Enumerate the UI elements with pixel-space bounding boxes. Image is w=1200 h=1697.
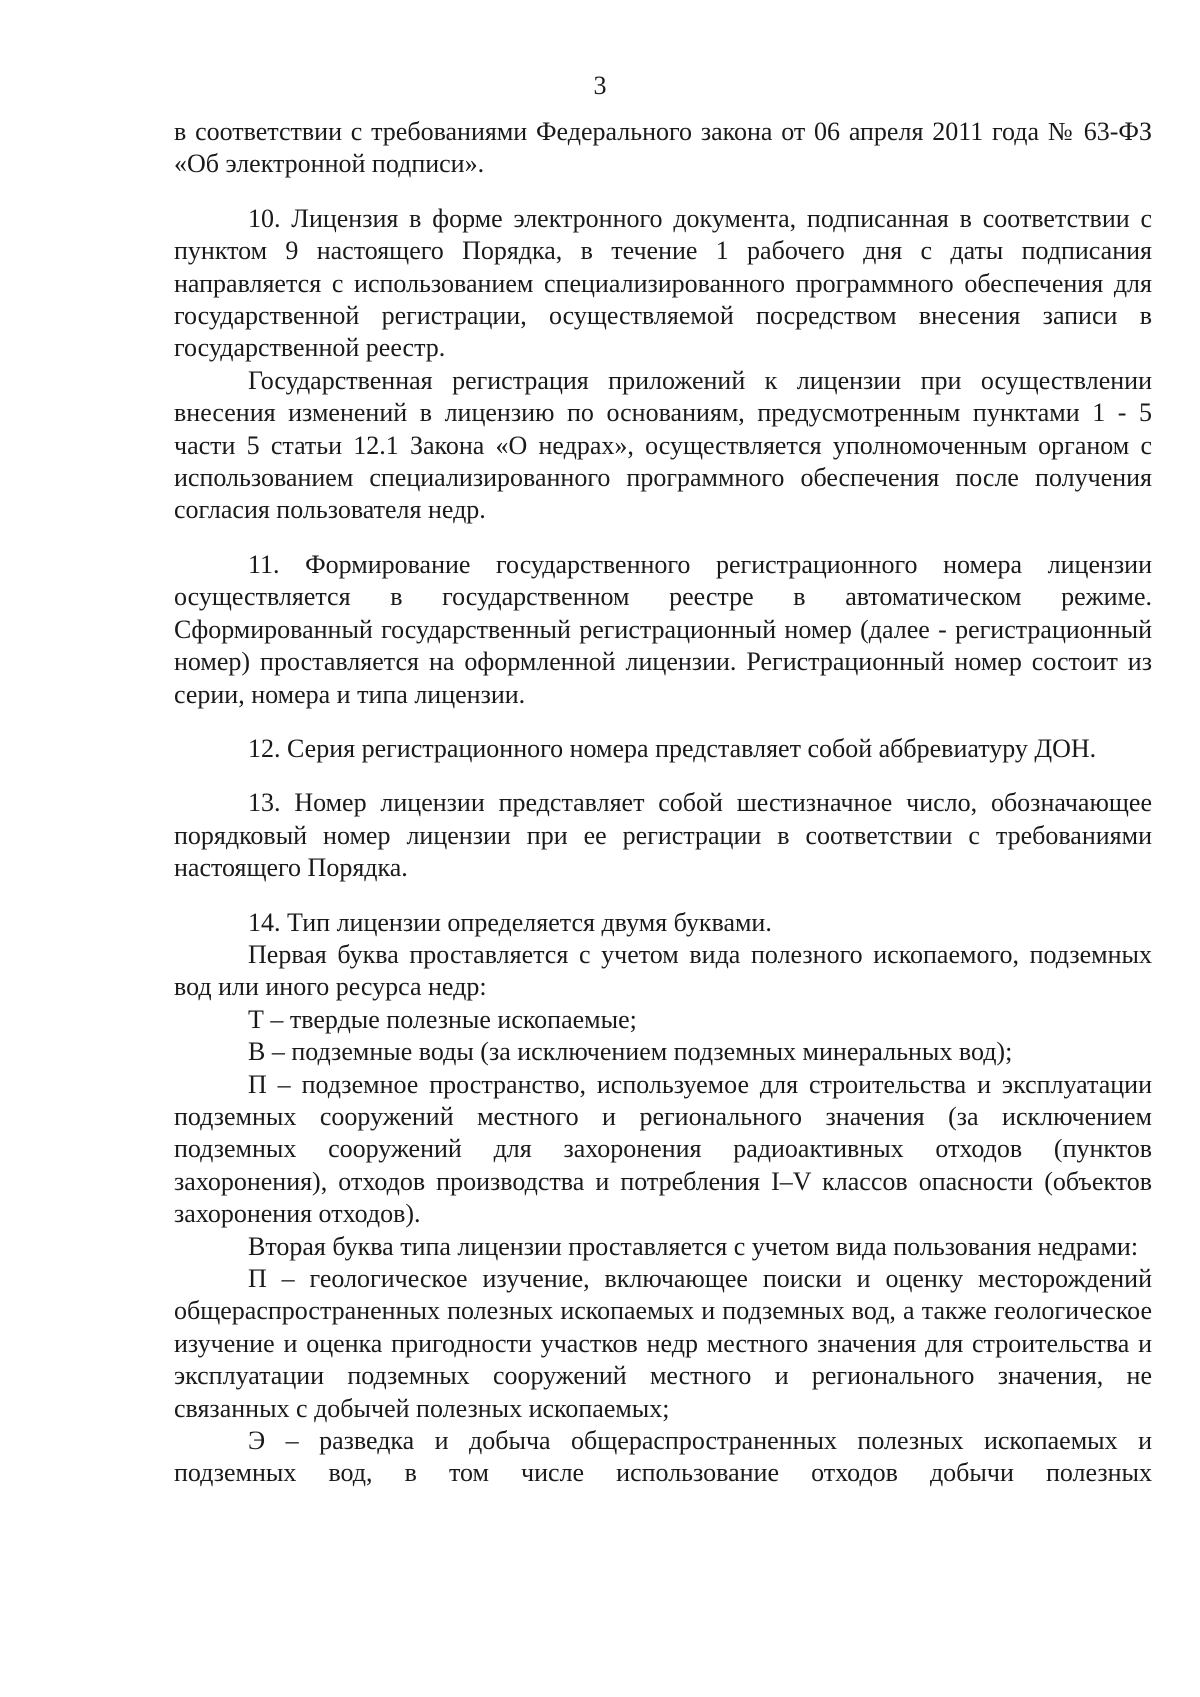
list-item-p-geology: П – геологическое изучение, включающее поиски и оценку месторождений общераспространенных полезных ископаемых и подземных вод, а также геологическое изучение и оценка пригодности участков недр местного значения для строительства и эксплуатации подземных сооружений местного и регионального значения, не связанных с добычей полезных ископаемых;	[174, 1264, 1152, 1423]
document-body	[174, 116, 1152, 1490]
list-item-e: Э – разведка и добыча общераспространенных полезных ископаемых и подземных вод, в том числе использование отходов добычи полезных	[174, 1426, 1152, 1488]
paragraph-10: 10. Лицензия в форме электронного документа, подписанная в соответствии с пунктом 9 настоящего Порядка, в течение 1 рабочего дня с даты подписания направляется с использованием специализированного программного обеспечения для государственной регистрации, осуществляемой посредством внесения записи в государственной реестр.	[174, 203, 1152, 363]
list-item-t: Т – твердые полезные ископаемые;	[248, 1004, 637, 1034]
paragraph-14: 14. Тип лицензии определяется двумя буквами.	[248, 907, 772, 937]
list-item-p-space: П – подземное пространство, используемое для строительства и эксплуатации подземных сооружений местного и регионального значения (за исключением подземных сооружений для захоронения радиоактивных отходов (пунктов захоронения), отходов производства и потребления I–V классов опасности (объектов захоронения отходов).	[174, 1069, 1152, 1229]
paragraph-13: 13. Номер лицензии представляет собой шестизначное число, обозначающее порядковый номер лицензии при ее регистрации в соответствии с требованиями настоящего Порядка.	[174, 788, 1152, 883]
page-number: 3	[593, 71, 607, 100]
list-item-v: В – подземные воды (за исключением подземных минеральных вод);	[248, 1037, 1013, 1067]
paragraph-first-letter: Первая буква проставляется с учетом вида полезного ископаемого, подземных вод или иного ресурса недр:	[174, 939, 1152, 1002]
paragraph-11: 11. Формирование государственного регистрационного номера лицензии осуществляется в государственном реестре в автоматическом режиме. Сформированный государственный регистрационный номер (далее - регистрационный номер) проставляется на оформленной лицензии. Регистрационный номер состоит из серии, номера и типа лицензии.	[174, 549, 1152, 709]
paragraph-continuation: в соответствии с требованиями Федерального закона от 06 апреля 2011 года № 63-ФЗ «Об электронной подписи».	[174, 117, 1152, 179]
paragraph-second-letter: Вторая буква типа лицензии проставляется с учетом вида пользования недрами:	[248, 1231, 1139, 1261]
paragraph-12: 12. Серия регистрационного номера представляет собой аббревиатуру ДОН.	[248, 733, 1097, 763]
paragraph-10-registration: Государственная регистрация приложений к лицензии при осуществлении внесения изменений в лицензию по основаниям, предусмотренным пунктами 1 - 5 части 5 статьи 12.1 Закона «О недрах», осуществляется уполномоченным органом с использованием специализированного программного обеспечения после получения согласия пользователя недр.	[174, 365, 1152, 525]
